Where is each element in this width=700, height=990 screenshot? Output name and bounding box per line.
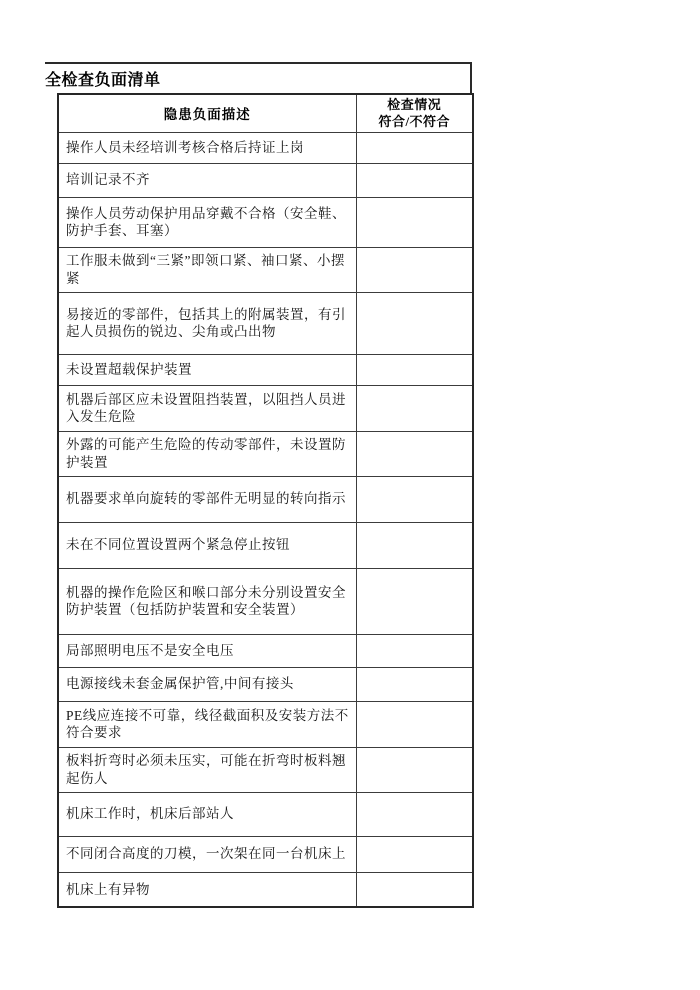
check-result-cell <box>356 872 473 907</box>
table-row <box>58 747 473 792</box>
hazard-checklist-table <box>57 93 474 908</box>
check-result-cell <box>356 292 473 354</box>
table-row <box>58 701 473 747</box>
check-result-cell <box>356 634 473 667</box>
table-row <box>58 568 473 634</box>
check-result-cell <box>356 476 473 522</box>
check-result-cell <box>356 132 473 163</box>
hazard-description-cell: 未在不同位置设置两个紧急停止按钮 <box>58 522 356 568</box>
check-result-cell <box>356 431 473 476</box>
hazard-description-cell: 培训记录不齐 <box>58 163 356 197</box>
check-result-cell <box>356 792 473 836</box>
table-row <box>58 197 473 247</box>
check-result-cell <box>356 667 473 701</box>
check-result-cell <box>356 385 473 431</box>
table-row <box>58 667 473 701</box>
hazard-description-cell: 机器后部区应未设置阻挡装置，以阻挡人员进入发生危险 <box>58 385 356 431</box>
check-result-cell <box>356 701 473 747</box>
table-row <box>58 132 473 163</box>
hazard-description-cell: 机床工作时，机床后部站人 <box>58 792 356 836</box>
table-row <box>58 247 473 292</box>
hazard-description-cell: 工作服未做到“三紧”即领口紧、袖口紧、小摆紧 <box>58 247 356 292</box>
check-result-cell <box>356 197 473 247</box>
check-status-line1: 检查情况 <box>387 97 442 113</box>
table-row <box>58 792 473 836</box>
table-row <box>58 163 473 197</box>
hazard-description-cell: 板料折弯时必须未压实，可能在折弯时板料翘起伤人 <box>58 747 356 792</box>
table-row <box>58 292 473 354</box>
check-result-cell <box>356 354 473 385</box>
check-result-cell <box>356 747 473 792</box>
table-row <box>58 522 473 568</box>
check-status-line2: 符合/不符合 <box>378 114 451 130</box>
check-result-cell <box>356 568 473 634</box>
page-title: 全检查负面清单 <box>45 72 161 89</box>
check-result-cell <box>356 522 473 568</box>
table-header-row <box>58 94 473 132</box>
check-result-cell <box>356 163 473 197</box>
hazard-description-cell: 操作人员未经培训考核合格后持证上岗 <box>58 132 356 163</box>
hazard-description-cell: 机床上有异物 <box>58 872 356 907</box>
check-result-cell <box>356 836 473 872</box>
hazard-description-cell: 外露的可能产生危险的传动零部件，未设置防护装置 <box>58 431 356 476</box>
check-result-cell <box>356 247 473 292</box>
table-row <box>58 634 473 667</box>
hazard-description-cell: 易接近的零部件，包括其上的附属装置，有引起人员损伤的锐边、尖角或凸出物 <box>58 292 356 354</box>
hazard-description-cell: 机器的操作危险区和喉口部分未分别设置安全防护装置（包括防护装置和安全装置） <box>58 568 356 634</box>
table-title-row <box>45 62 472 93</box>
table-row <box>58 354 473 385</box>
hazard-description-cell: 电源接线未套金属保护管,中间有接头 <box>58 667 356 701</box>
table-row <box>58 431 473 476</box>
hazard-description-cell: 操作人员劳动保护用品穿戴不合格（安全鞋、防护手套、耳塞） <box>58 197 356 247</box>
column-header-hazard-description: 隐患负面描述 <box>58 94 356 132</box>
column-header-check-status <box>356 94 473 132</box>
table-row <box>58 476 473 522</box>
hazard-description-cell: 不同闭合高度的刀模，一次架在同一台机床上 <box>58 836 356 872</box>
table-row <box>58 385 473 431</box>
hazard-description-cell: 未设置超载保护装置 <box>58 354 356 385</box>
table-row <box>58 872 473 907</box>
hazard-description-cell: 局部照明电压不是安全电压 <box>58 634 356 667</box>
hazard-description-cell: 机器要求单向旋转的零部件无明显的转向指示 <box>58 476 356 522</box>
table-row <box>58 836 473 872</box>
hazard-description-cell: PE线应连接不可靠，线径截面积及安装方法不符合要求 <box>58 701 356 747</box>
